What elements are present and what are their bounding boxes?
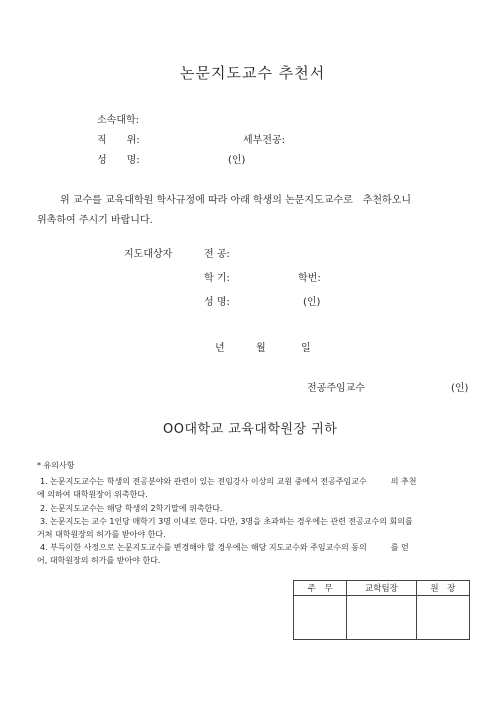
approval-sign-dean[interactable] xyxy=(416,596,469,640)
body-line-2: 위촉하여 주시기 바랍니다. xyxy=(37,215,153,226)
note-1-line-2: 에 의하여 대학원장이 위촉한다. xyxy=(37,490,148,499)
approval-table xyxy=(293,580,470,640)
approval-header-staff: 주 무 xyxy=(294,581,347,596)
position-label: 직 위: xyxy=(97,135,140,146)
student-seal: (인) xyxy=(303,297,321,308)
addressee: OO대학교 교육대학원장 귀하 xyxy=(163,422,338,437)
university-label: 소속대학: xyxy=(97,115,140,126)
note-3-line-2: 거쳐 대학원장의 허가를 받아야 한다. xyxy=(37,530,166,539)
note-4-line-1: 4. 부득이한 사정으로 논문지도교수를 변경해야 할 경우에는 해당 지도교수와 주임교수의 동의 를 얻 xyxy=(40,543,409,552)
body-line-1: 위 교수를 교육대학원 학사규정에 따라 아래 학생의 논문지도교수로 추천하오니 xyxy=(60,195,412,206)
recommender-seal: (인) xyxy=(228,155,246,166)
student-semester-label: 학 기: xyxy=(204,273,230,284)
approval-sign-team-leader[interactable] xyxy=(347,596,417,640)
approval-header-dean: 원 장 xyxy=(416,581,469,596)
note-3-line-1: 3. 논문지도는 교수 1인당 매학기 3명 이내로 한다. 다만, 3명을 초과하는 경우에는 관련 전공교수의 회의를 xyxy=(40,517,413,526)
recommender-name-label: 성 명: xyxy=(97,155,140,166)
note-2-line-1: 2. 논문지도교수는 해당 학생의 2학기말에 위촉한다. xyxy=(40,504,223,513)
student-major-label: 전 공: xyxy=(204,249,230,260)
notes-heading: * 유의사항 xyxy=(37,461,75,470)
signer-seal: (인) xyxy=(451,383,469,394)
student-name-label: 성 명: xyxy=(204,297,230,308)
approval-sign-staff[interactable] xyxy=(294,596,347,640)
date-year: 년 xyxy=(215,343,225,354)
approval-header-team-leader: 교학팀장 xyxy=(347,581,417,596)
student-id-label: 학번: xyxy=(298,273,321,284)
detail-major-label: 세부전공: xyxy=(243,135,286,146)
signer-label: 전공주임교수 xyxy=(307,383,365,394)
date-month: 월 xyxy=(256,343,266,354)
note-4-line-2: 어, 대학원장의 허가를 받아야 한다. xyxy=(37,556,161,565)
date-day: 일 xyxy=(301,343,311,354)
document-title: 논문지도교수 추천서 xyxy=(180,64,326,82)
student-heading: 지도대상자 xyxy=(124,249,173,260)
note-1-line-1: 1. 논문지도교수는 학생의 전공분야와 관련이 있는 전임강사 이상의 교원 중에서 전공주임교수 의 추천 xyxy=(40,477,417,486)
